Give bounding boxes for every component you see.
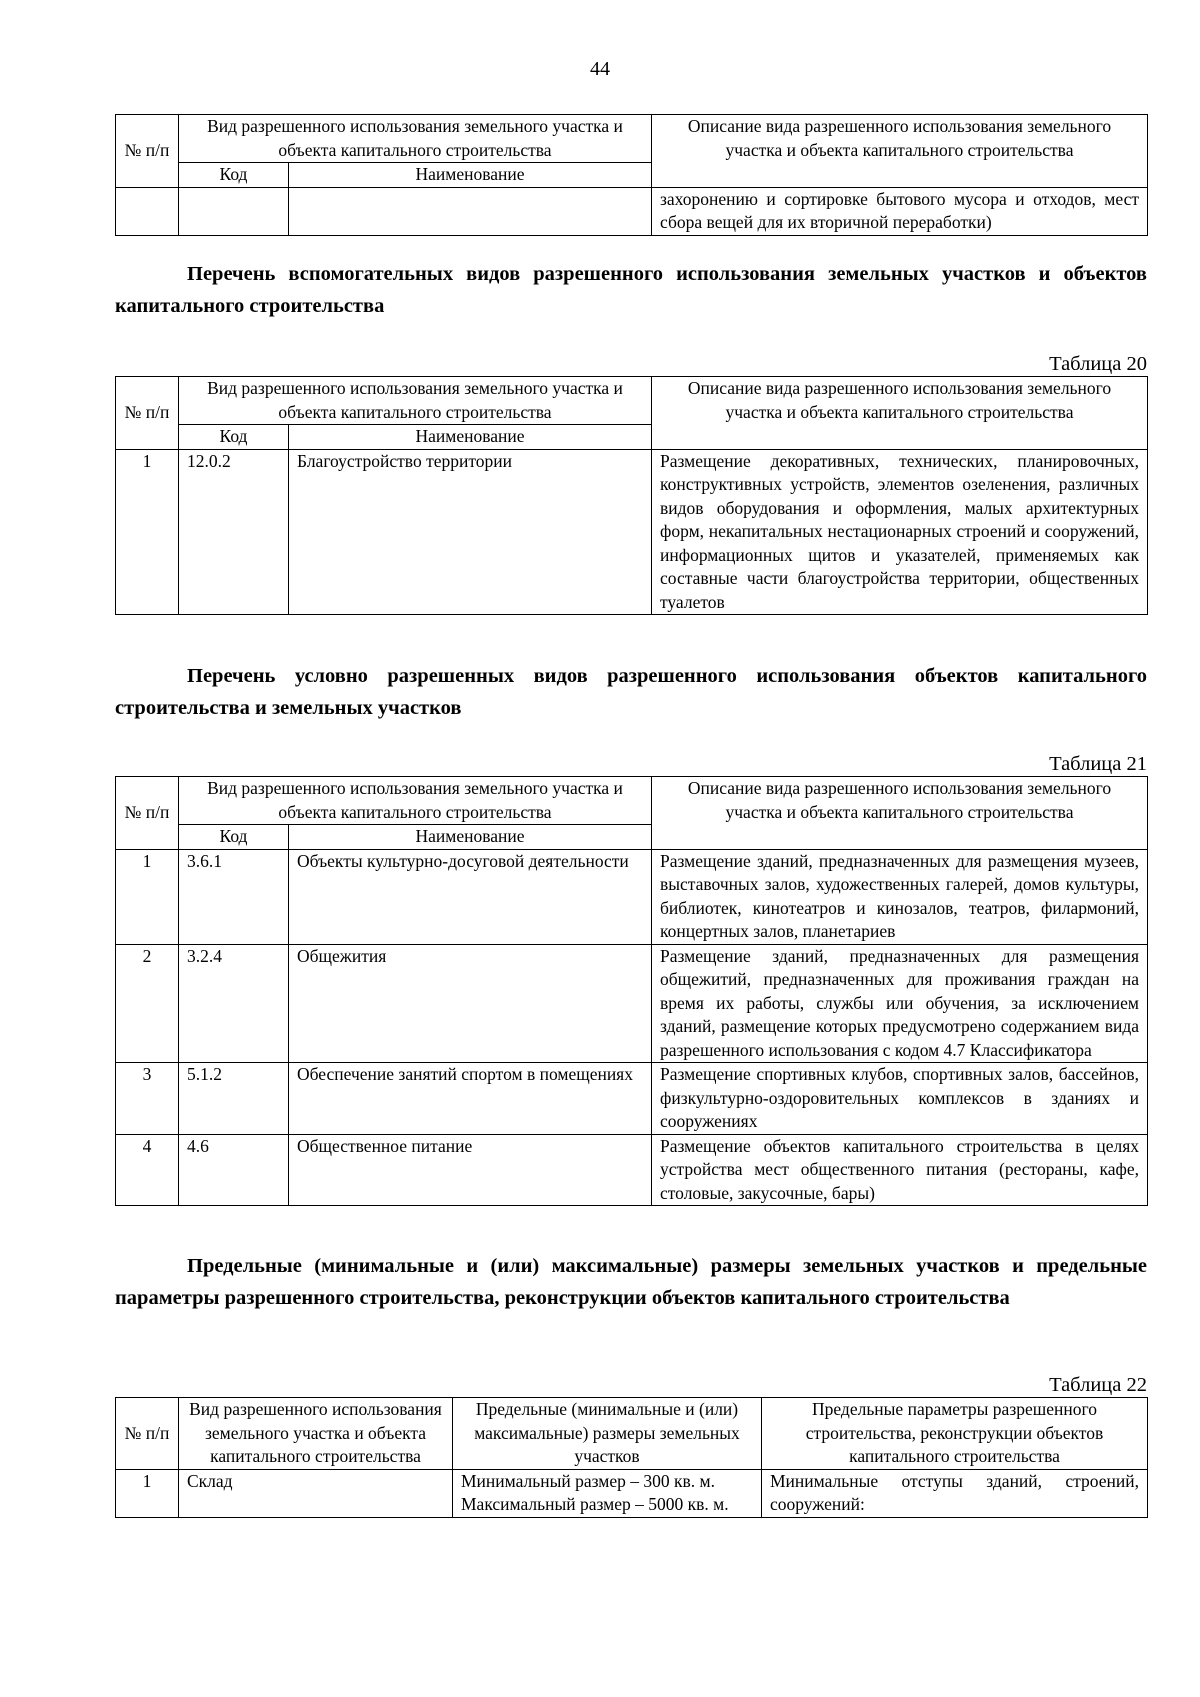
continued-table [115, 114, 1148, 236]
conditional-table-block [115, 752, 1147, 1206]
section-heading-aux: Перечень вспомогательных видов разрешенного использования земельных участков и объектов капитального строительства [115, 263, 1147, 317]
table-22 [115, 1397, 1148, 1518]
row-code: 5.1.2 [179, 1063, 289, 1135]
row-num: 2 [116, 944, 179, 1063]
header-params: Предельные параметры разрешенного строительства, реконструкции объектов капитального строительства [762, 1398, 1148, 1470]
row-num: 4 [116, 1134, 179, 1206]
header-num: № п/п [116, 777, 179, 850]
header-name: Наименование [289, 425, 652, 450]
row-sizes [453, 1469, 762, 1517]
table-row [116, 449, 1148, 615]
conditional-section [115, 660, 1147, 724]
header-vid: Вид разрешенного использования земельного участка и объекта капитального строительства [179, 377, 652, 425]
header-sizes: Предельные (минимальные и (или) максимальные) размеры земельных участков [453, 1398, 762, 1470]
header-vid: Вид разрешенного использования земельного участка и объекта капитального строительства [179, 115, 652, 163]
row-description: захоронению и сортировке бытового мусора и отходов, мест сбора вещей для их вторичной переработки) [652, 187, 1148, 235]
table-21 [115, 776, 1148, 1206]
size-max: Максимальный размер – 5000 кв. м. [461, 1494, 729, 1514]
row-name [289, 187, 652, 235]
header-vid: Вид разрешенного использования земельного участка и объекта капитального строительства [179, 1398, 453, 1470]
header-vid: Вид разрешенного использования земельного участка и объекта капитального строительства [179, 777, 652, 825]
row-description: Размещение спортивных клубов, спортивных залов, бассейнов, физкультурно-оздоровительных комплексов в зданиях и сооружениях [652, 1063, 1148, 1135]
row-num: 1 [116, 849, 179, 944]
table-row [116, 1469, 1148, 1517]
table-row [116, 944, 1148, 1063]
table-caption-21: Таблица 21 [1049, 753, 1147, 775]
row-description: Размещение объектов капитального строительства в целях устройства мест общественного питания (рестораны, кафе, столовые, закусочные, бары) [652, 1134, 1148, 1206]
header-num: № п/п [116, 377, 179, 450]
header-num: № п/п [116, 115, 179, 188]
row-code: 3.2.4 [179, 944, 289, 1063]
table-caption-22: Таблица 22 [1049, 1374, 1147, 1396]
row-params: Минимальные отступы зданий, строений, сооружений: [762, 1469, 1148, 1517]
header-code: Код [179, 825, 289, 850]
aux-table-block [115, 352, 1147, 615]
header-code: Код [179, 163, 289, 188]
table-row [116, 849, 1148, 944]
row-code [179, 187, 289, 235]
section-heading-conditional: Перечень условно разрешенных видов разрешенного использования объектов капитального строительства и земельных участков [115, 665, 1147, 719]
row-num: 1 [116, 449, 179, 615]
header-code: Код [179, 425, 289, 450]
table-caption-20: Таблица 20 [1049, 353, 1147, 375]
aux-section [115, 258, 1147, 322]
row-name: Склад [179, 1469, 453, 1517]
header-description: Описание вида разрешенного использования земельного участка и объекта капитального строительства [652, 115, 1148, 188]
limits-table-block [115, 1373, 1147, 1518]
table-row [116, 187, 1148, 235]
row-num: 1 [116, 1469, 179, 1517]
row-name: Общественное питание [289, 1134, 652, 1206]
header-num: № п/п [116, 1398, 179, 1470]
table-20 [115, 376, 1148, 615]
row-code: 3.6.1 [179, 849, 289, 944]
page-number: 44 [590, 58, 610, 80]
row-name: Благоустройство территории [289, 449, 652, 615]
continued-table-block [115, 114, 1147, 236]
section-heading-limits: Предельные (минимальные и (или) максимальные) размеры земельных участков и предельные параметры разрешенного строительства, реконструкции объектов капитального строительства [115, 1255, 1147, 1309]
row-name: Объекты культурно-досуговой деятельности [289, 849, 652, 944]
header-name: Наименование [289, 163, 652, 188]
table-row [116, 1063, 1148, 1135]
row-code: 4.6 [179, 1134, 289, 1206]
limits-section [115, 1250, 1147, 1314]
header-description: Описание вида разрешенного использования земельного участка и объекта капитального строительства [652, 777, 1148, 850]
row-code: 12.0.2 [179, 449, 289, 615]
row-num [116, 187, 179, 235]
row-num: 3 [116, 1063, 179, 1135]
row-description: Размещение зданий, предназначенных для размещения музеев, выставочных залов, художественных галерей, домов культуры, библиотек, кинотеатров и кинозалов, театров, филармоний, концертных залов, планетариев [652, 849, 1148, 944]
size-min: Минимальный размер – 300 кв. м. [461, 1470, 715, 1491]
table-row [116, 1134, 1148, 1206]
row-name: Обеспечение занятий спортом в помещениях [289, 1063, 652, 1135]
header-name: Наименование [289, 825, 652, 850]
row-description: Размещение зданий, предназначенных для размещения общежитий, предназначенных для проживания граждан на время их работы, службы или обучения, за исключением зданий, размещение которых предусмотрено содержанием вида разрешенного использования с кодом 4.7 Классификатора [652, 944, 1148, 1063]
header-description: Описание вида разрешенного использования земельного участка и объекта капитального строительства [652, 377, 1148, 450]
row-description: Размещение декоративных, технических, планировочных, конструктивных устройств, элементов озеленения, различных видов оборудования и оформления, малых архитектурных форм, некапитальных нестационарных строений и сооружений, информационных щитов и указателей, применяемых как составные части благоустройства территории, общественных туалетов [652, 449, 1148, 615]
row-name: Общежития [289, 944, 652, 1063]
